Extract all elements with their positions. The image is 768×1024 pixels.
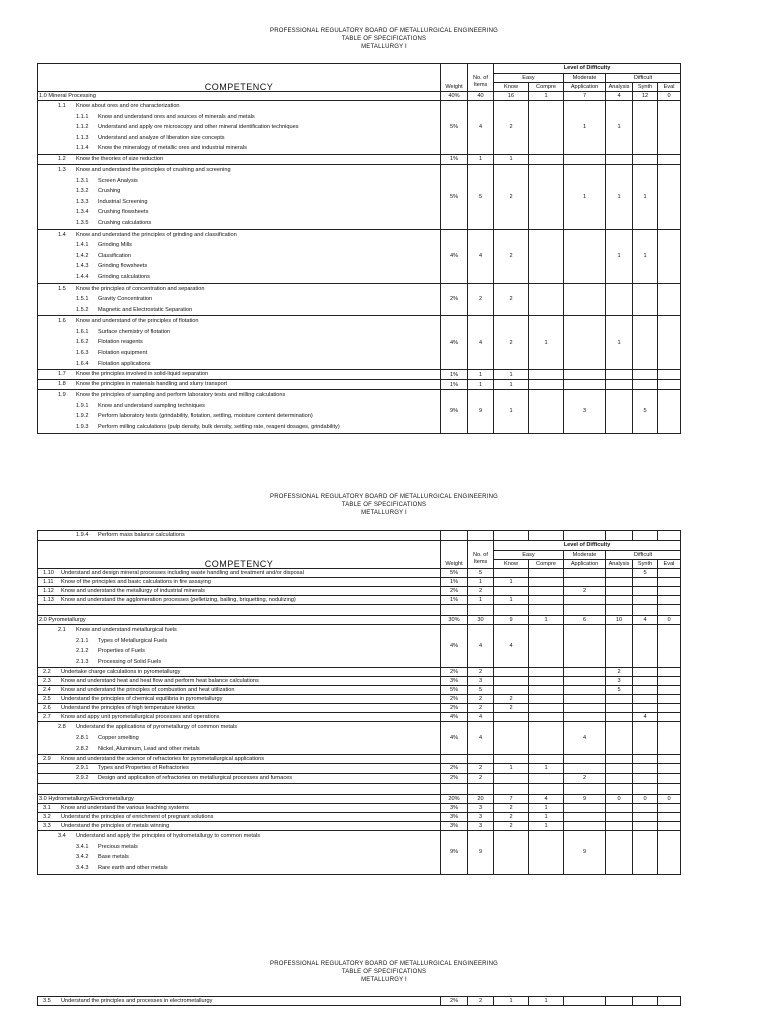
difficult-header: Difficult xyxy=(606,551,681,560)
eval-header: Eval xyxy=(658,560,681,569)
know-header: Know xyxy=(494,560,529,569)
page-3 xyxy=(0,960,768,984)
competency-header: COMPETENCY xyxy=(38,541,441,569)
table-row: 3.1 Know and understand the various leaching systems 3% 3 2 1 xyxy=(38,804,681,813)
weight-header: Weight xyxy=(441,560,468,569)
table-row: 2.9 Know and understand the science of refractories for pyrometallurgical applications xyxy=(38,755,681,764)
header-course: METALLURGY I xyxy=(361,977,407,983)
table-row: 2.3 Know and understand heat and heat flow and perform heat balance calculations 3% 3 3 xyxy=(38,677,681,686)
header-title: PROFESSIONAL REGULATORY BOARD OF METALLURGICAL ENGINEERING xyxy=(270,961,498,967)
table-row: 1.8 Know the principles in materials handling and slurry transport 1% 1 1 xyxy=(38,380,681,390)
table-row: 2.1 Know and understand metallurgical fuels 2.1.1 Types of Metallurgical Fuels 2.1.2 Properties of Fuels 2.1.3 Processing of Solid Fuels 4% 4 4 xyxy=(38,625,681,668)
table-row: 1.9 Know the principles of sampling and perform laboratory tests and milling calculations 1.9.1 Know and understand sampling techniques 1.9.2 Perform laboratory tests (grindability, flotation, settling, moisture content determination) 1.9.3 Perform milling calculations (pulp density, bulk density, settling rate, reagent dosages, grindability) 9% 9 1 3 5 xyxy=(38,390,681,433)
page-1 xyxy=(0,27,768,51)
page-header xyxy=(0,493,768,517)
header-course: METALLURGY I xyxy=(361,510,407,516)
compre-header: Compre xyxy=(529,83,564,92)
table-row: 3.4 Understand and apply the principles of hydrometallurgy to common metals 3.4.1 Precious metals 3.4.2 Base metals 3.4.3 Rare earth and other metals 9% 9 9 xyxy=(38,831,681,874)
header-title: PROFESSIONAL REGULATORY BOARD OF METALLURGICAL ENGINEERING xyxy=(270,494,498,500)
synth-header: Synth xyxy=(633,83,658,92)
items-header: No. of Items xyxy=(468,551,494,569)
moderate-header: Moderate xyxy=(564,551,606,560)
page-header xyxy=(0,27,768,51)
table-row: 2.8 Understand the applications of pyrometallurgy of common metals 2.8.1 Copper smelting 2.8.2 Nickel, Aluminum, Lead and other metals 4% 4 4 xyxy=(38,722,681,755)
spec-table-3 xyxy=(37,996,681,1006)
application-header: Application xyxy=(564,83,606,92)
page-header xyxy=(0,960,768,984)
table-row: 2.5 Understand the principles of chemical equilibria in pyrometallurgy 2% 2 2 xyxy=(38,695,681,704)
table-row: 1.12 Know and understand the metallurgy of industrial minerals 2% 2 2 xyxy=(38,587,681,596)
section-row: 2.0 Pyrometallurgy 30% 30 9 1 6 10 4 0 xyxy=(38,616,681,625)
table-row: 1.6 Know and understand of the principles of flotation 1.6.1 Surface chemistry of flotation 1.6.2 Flotation reagents 1.6.3 Flotation equipment 1.6.4 Flotation applications 4% 4 2 1 1 xyxy=(38,316,681,370)
section-row: 1.0 Mineral Processing 40% 40 16 1 7 4 12 0 xyxy=(38,92,681,101)
table-row: 2.7 Know and appy unit pyrometallurgical processes and operations 4% 4 4 xyxy=(38,713,681,722)
table-row: 2.2 Undertake charge calculations in pyrometallurgy 2% 2 2 xyxy=(38,668,681,677)
moderate-header: Moderate xyxy=(564,74,606,83)
competency-header: COMPETENCY xyxy=(38,64,441,92)
weight-header: Weight xyxy=(441,83,468,92)
table-row: 1.2 Know the theories of size reduction 1% 1 1 xyxy=(38,154,681,164)
compre-header: Compre xyxy=(529,560,564,569)
table-row: 2.9.1 Types and Properties of Refractories 2% 2 1 1 xyxy=(38,764,681,774)
analysis-header: Analysis xyxy=(606,83,633,92)
header-course: METALLURGY I xyxy=(361,44,407,50)
synth-header: Synth xyxy=(633,560,658,569)
table-row: 1.13 Know and understand the agglomeration processes (pelletizing, balling, briquetting, nodulizing) 1% 1 1 xyxy=(38,596,681,605)
level-header: Level of Difficulty xyxy=(494,64,681,74)
table-row: 3.5 Understand the principles and processes in electrometallurgy 2% 2 1 1 xyxy=(38,997,681,1006)
header-subtitle: TABLE OF SPECIFICATIONS xyxy=(341,36,427,42)
table-row: 1.11 Know of the principles and basic calculations in fire assaying 1% 1 1 xyxy=(38,578,681,587)
page-2 xyxy=(0,493,768,517)
header-title: PROFESSIONAL REGULATORY BOARD OF METALLURGICAL ENGINEERING xyxy=(270,28,498,34)
difficult-header: Difficult xyxy=(606,74,681,83)
header-subtitle: TABLE OF SPECIFICATIONS xyxy=(341,502,427,508)
table-row: 1.5 Know the principles of concentration and separation 1.5.1 Gravity Concentration 1.5.2 Magnetic and Electrostatic Separation 2% 2 2 xyxy=(38,283,681,316)
table-row: 3.3 Understand the principles of metals winning 3% 3 2 1 xyxy=(38,822,681,831)
items-header: No. of Items xyxy=(468,74,494,92)
spec-table-1 xyxy=(37,63,681,434)
table-row: 2.6 Understand the principles of high temperature kinetics 2% 2 2 xyxy=(38,704,681,713)
table-row: 2.4 Know and understand the principles of combustion and heat utilization 5% 5 5 xyxy=(38,686,681,695)
table-row: 1.3 Know and understand the principles of crushing and screening 1.3.1 Screen Analysis 1.3.2 Crushing 1.3.3 Industrial Screening 1.3.4 Crushing flowsheets 1.3.5 Crushing calculations 5% 5 2 1 1 1 xyxy=(38,164,681,229)
application-header: Application xyxy=(564,560,606,569)
table-row: 1.10 Understand and design mineral processes including waste handling and treatment and/or disposal 5% 5 5 xyxy=(38,569,681,578)
easy-header: Easy xyxy=(494,74,564,83)
table-row: 1.7 Know the principles involved in solid-liquid separation 1% 1 1 xyxy=(38,370,681,380)
table-row: 2.9.2 Design and application of refractories on metallurgical processes and furnaces 2% 2 2 xyxy=(38,774,681,784)
section-row: 3.0 Hydrometallurgy/Electrometallurgy 20% 20 7 4 9 0 0 0 xyxy=(38,795,681,804)
table-row: 3.2 Understand the principles of enrichment of pregnant solutions 3% 3 2 1 xyxy=(38,813,681,822)
eval-header: Eval xyxy=(658,83,681,92)
analysis-header: Analysis xyxy=(606,560,633,569)
table-row: 1.4 Know and understand the principles of grinding and classification 1.4.1 Grinding Mills 1.4.2 Classification 1.4.3 Grinding flowsheets 1.4.4 Grinding calculations 4% 4 2 1 1 xyxy=(38,229,681,283)
table-row: 1.9.4 Perform mass balance calculations xyxy=(38,531,681,541)
table-row: 1.1 Know about ores and ore characterization 1.1.1 Know and understand ores and sources of minerals and metals 1.1.2 Understand and apply ore microscopy and other mineral identification techniques 1.1.3 Understand and analyze of liberation size concepts 1.1.4 Know the mineralogy of metallic ores and industrial minerals 5% 4 2 1 1 xyxy=(38,101,681,155)
level-header: Level of Difficulty xyxy=(494,541,681,551)
spec-table-2 xyxy=(37,530,681,875)
header-subtitle: TABLE OF SPECIFICATIONS xyxy=(341,969,427,975)
know-header: Know xyxy=(494,83,529,92)
easy-header: Easy xyxy=(494,551,564,560)
